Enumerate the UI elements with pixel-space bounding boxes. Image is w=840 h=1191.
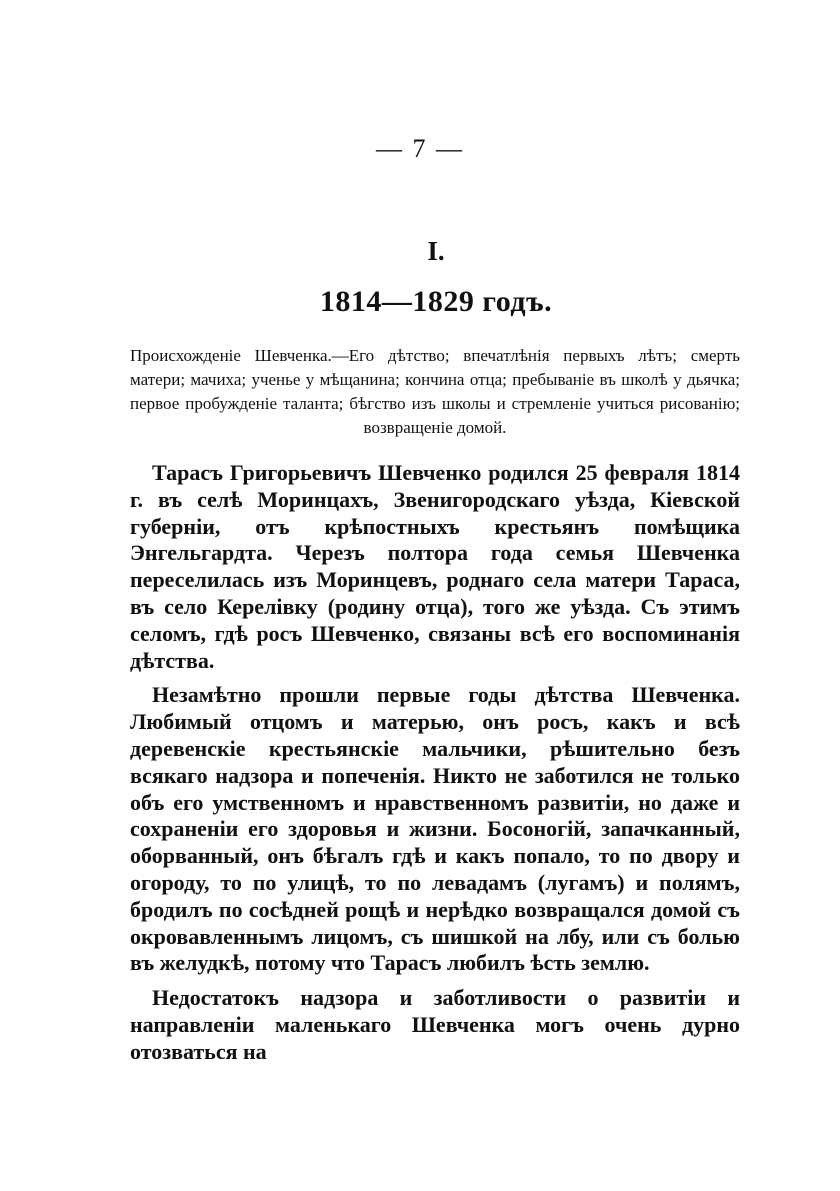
page-number: — 7 —: [376, 134, 464, 163]
paragraph-2: Незамѣтно прошли первые годы дѣтства Шевченка. Любимый отцомъ и матерью, онъ росъ, какъ и всѣ деревенскіе крестьянскіе мальчики, рѣшительно безъ всякаго надзора и попеченія. Никто не заботился не только объ его умственномъ и нравственномъ развитіи, но даже и сохраненіи его здоровья и жизни. Босоногій, запачканный, оборванный, онъ бѣгалъ гдѣ и какъ попало, то по двору и огороду, то по улицѣ, то по левадамъ (лугамъ) и полямъ, бродилъ по сосѣдней рощѣ и нерѣдко возвращался домой съ окровавленнымъ лицомъ, съ шишкой на лбу, или съ болью въ желудкѣ, потому что Тарасъ любилъ ѣсть землю.: [130, 682, 740, 976]
chapter-summary: Происхожденіе Шевченка.—Его дѣтство; впечатлѣнія первыхъ лѣтъ; смерть матери; мачиха; ученье у мѣщанина; кончина отца; пребываніе въ школѣ у дьячка; первое пробужденіе таланта; бѣгство изъ школы и стремленіе учиться рисованію; возвращеніе домой.: [130, 346, 740, 437]
body-text: [130, 460, 740, 1066]
chapter-title: 1814—1829 годъ.: [319, 285, 553, 318]
paragraph-1: Тарасъ Григорьевичъ Шевченко родился 25 февраля 1814 г. въ селѣ Моринцахъ, Звенигородскаго уѣзда, Кіевской губерніи, отъ крѣпостныхъ крестьянъ помѣщика Энгельгардта. Черезъ полтора года семья Шевченка переселилась изъ Моринцевъ, роднаго села матери Тараса, въ село Керелівку (родину отца), того же уѣзда. Съ этимъ селомъ, гдѣ росъ Шевченко, связаны всѣ его воспоминанія дѣтства.: [130, 460, 740, 673]
chapter-numeral: I.: [427, 236, 445, 266]
paragraph-3: Недостатокъ надзора и заботливости о развитіи и направленіи маленькаго Шевченка могъ очень дурно отозваться на: [130, 985, 740, 1064]
